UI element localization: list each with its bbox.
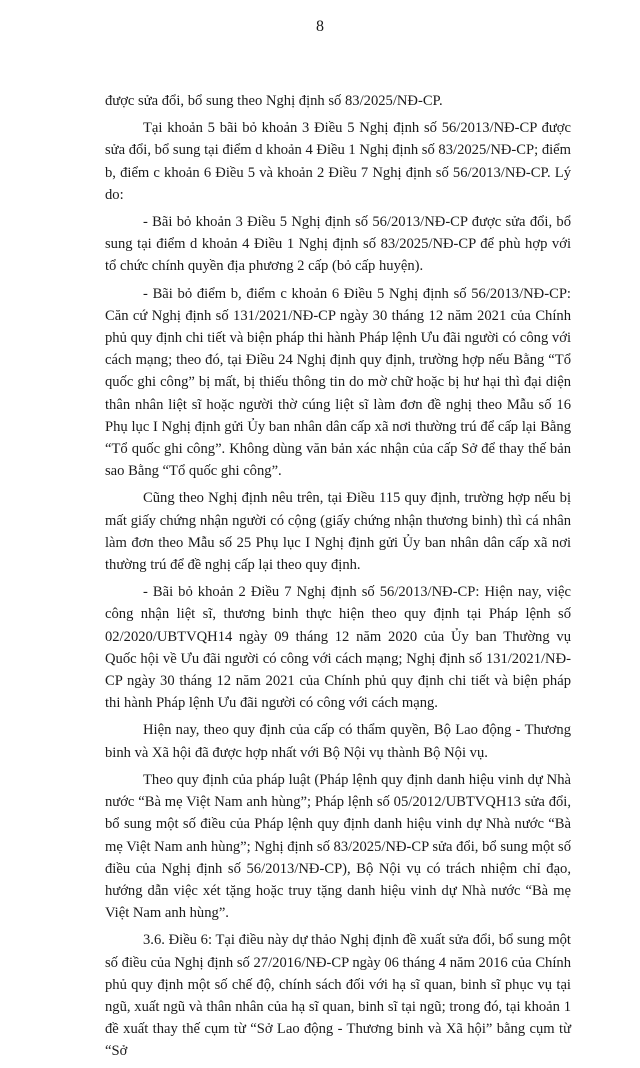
paragraph-continuation: được sửa đổi, bổ sung theo Nghị định số 83/2025/NĐ-CP. xyxy=(105,93,443,109)
document-body xyxy=(105,90,571,1068)
paragraph-heroic-mother: Theo quy định của pháp luật (Pháp lệnh quy định danh hiệu vinh dự Nhà nước “Bà mẹ Việt Nam anh hùng”; Pháp lệnh số 05/2012/UBTVQH13 sửa đổi, bổ sung một số điều của Pháp lệnh quy định danh hiệu vinh dự Nhà nước “Bà mẹ Việt Nam anh hùng”; Nghị định số 83/2025/NĐ-CP sửa đổi, bổ sung một số điều của Nghị định số 56/2013/NĐ-CP), Bộ Nội vụ có trách nhiệm chỉ đạo, hướng dẫn việc xét tặng hoặc truy tặng danh hiệu vinh dự Nhà nước “Bà mẹ Việt Nam anh hùng”. xyxy=(105,771,571,922)
paragraph-repeal-points-b-c: - Bãi bỏ điểm b, điểm c khoản 6 Điều 5 Nghị định số 56/2013/NĐ-CP: Căn cứ Nghị định số 131/2021/NĐ-CP ngày 30 tháng 12 năm 2021 của Chính phủ quy định chi tiết và biện pháp thi hành Pháp lệnh Ưu đãi người có công với cách mạng; theo đó, tại Điều 24 Nghị định quy định, trường hợp nếu Bằng “Tổ quốc ghi công” bị mất, bị thiếu thông tin do mờ chữ hoặc bị hư hại thì đại diện thân nhân liệt sĩ hoặc người thờ cúng liệt sĩ làm đơn đề nghị theo Mẫu số 16 Phụ lục I Nghị định gửi Ủy ban nhân dân cấp xã nơi thường trú để cấp lại Bằng “Tổ quốc ghi công”. Không dùng văn bản xác nhận của cấp Sở để thay thế bản sao Bằng “Tổ quốc ghi công”. xyxy=(105,285,571,480)
paragraph-article-115: Cũng theo Nghị định nêu trên, tại Điều 115 quy định, trường hợp nếu bị mất giấy chứng nhận người có cộng (giấy chứng nhận thương binh) thì cá nhân làm đơn theo Mẫu số 25 Phụ lục I Nghị định gửi Ủy ban nhân dân cấp xã nơi thường trú để đề nghị cấp lại theo quy định. xyxy=(105,490,571,574)
page-number: 8 xyxy=(316,18,324,35)
paragraph-repeal-summary: Tại khoản 5 bãi bỏ khoản 3 Điều 5 Nghị định số 56/2013/NĐ-CP được sửa đổi, bổ sung tại điểm d khoản 4 Điều 1 Nghị định số 83/2025/NĐ-CP; điểm b, điểm c khoản 6 Điều 5 và khoản 2 Điều 7 Nghị định số 56/2013/NĐ-CP. Lý do: xyxy=(105,120,571,203)
paragraph-repeal-clause-2: - Bãi bỏ khoản 2 Điều 7 Nghị định số 56/2013/NĐ-CP: Hiện nay, việc công nhận liệt sĩ, thương binh thực hiện theo quy định tại Pháp lệnh số 02/2020/UBTVQH14 ngày 09 tháng 12 năm 2020 của Ủy ban Thường vụ Quốc hội về Ưu đãi người có công với cách mạng; Nghị định số 131/2021/NĐ-CP ngày 30 tháng 12 năm 2021 của Chính phủ quy định chi tiết và biện pháp thi hành Pháp lệnh Ưu đãi người có công với cách mạng. xyxy=(105,584,571,712)
paragraph-ministry-merger: Hiện nay, theo quy định của cấp có thẩm quyền, Bộ Lao động - Thương binh và Xã hội đã được hợp nhất với Bộ Nội vụ thành Bộ Nội vụ. xyxy=(105,722,571,761)
paragraph-repeal-clause-3: - Bãi bỏ khoản 3 Điều 5 Nghị định số 56/2013/NĐ-CP được sửa đổi, bổ sung tại điểm d khoản 4 Điều 1 Nghị định số 83/2025/NĐ-CP để phù hợp với tổ chức chính quyền địa phương 2 cấp (bỏ cấp huyện). xyxy=(105,214,571,275)
paragraph-section-3-6: 3.6. Điều 6: Tại điều này dự thảo Nghị định đề xuất sửa đổi, bổ sung một số điều của Nghị định số 27/2016/NĐ-CP ngày 06 tháng 4 năm 2016 của Chính phủ quy định một số chế độ, chính sách đối với hạ sĩ quan, binh sĩ phục vụ tại ngũ, xuất ngũ và thân nhân của hạ sĩ quan, binh sĩ tại ngũ; trong đó, tại khoản 1 đề xuất thay thế cụm từ “Sở Lao động - Thương binh và Xã hội” bằng cụm từ “Sở xyxy=(105,932,571,1060)
